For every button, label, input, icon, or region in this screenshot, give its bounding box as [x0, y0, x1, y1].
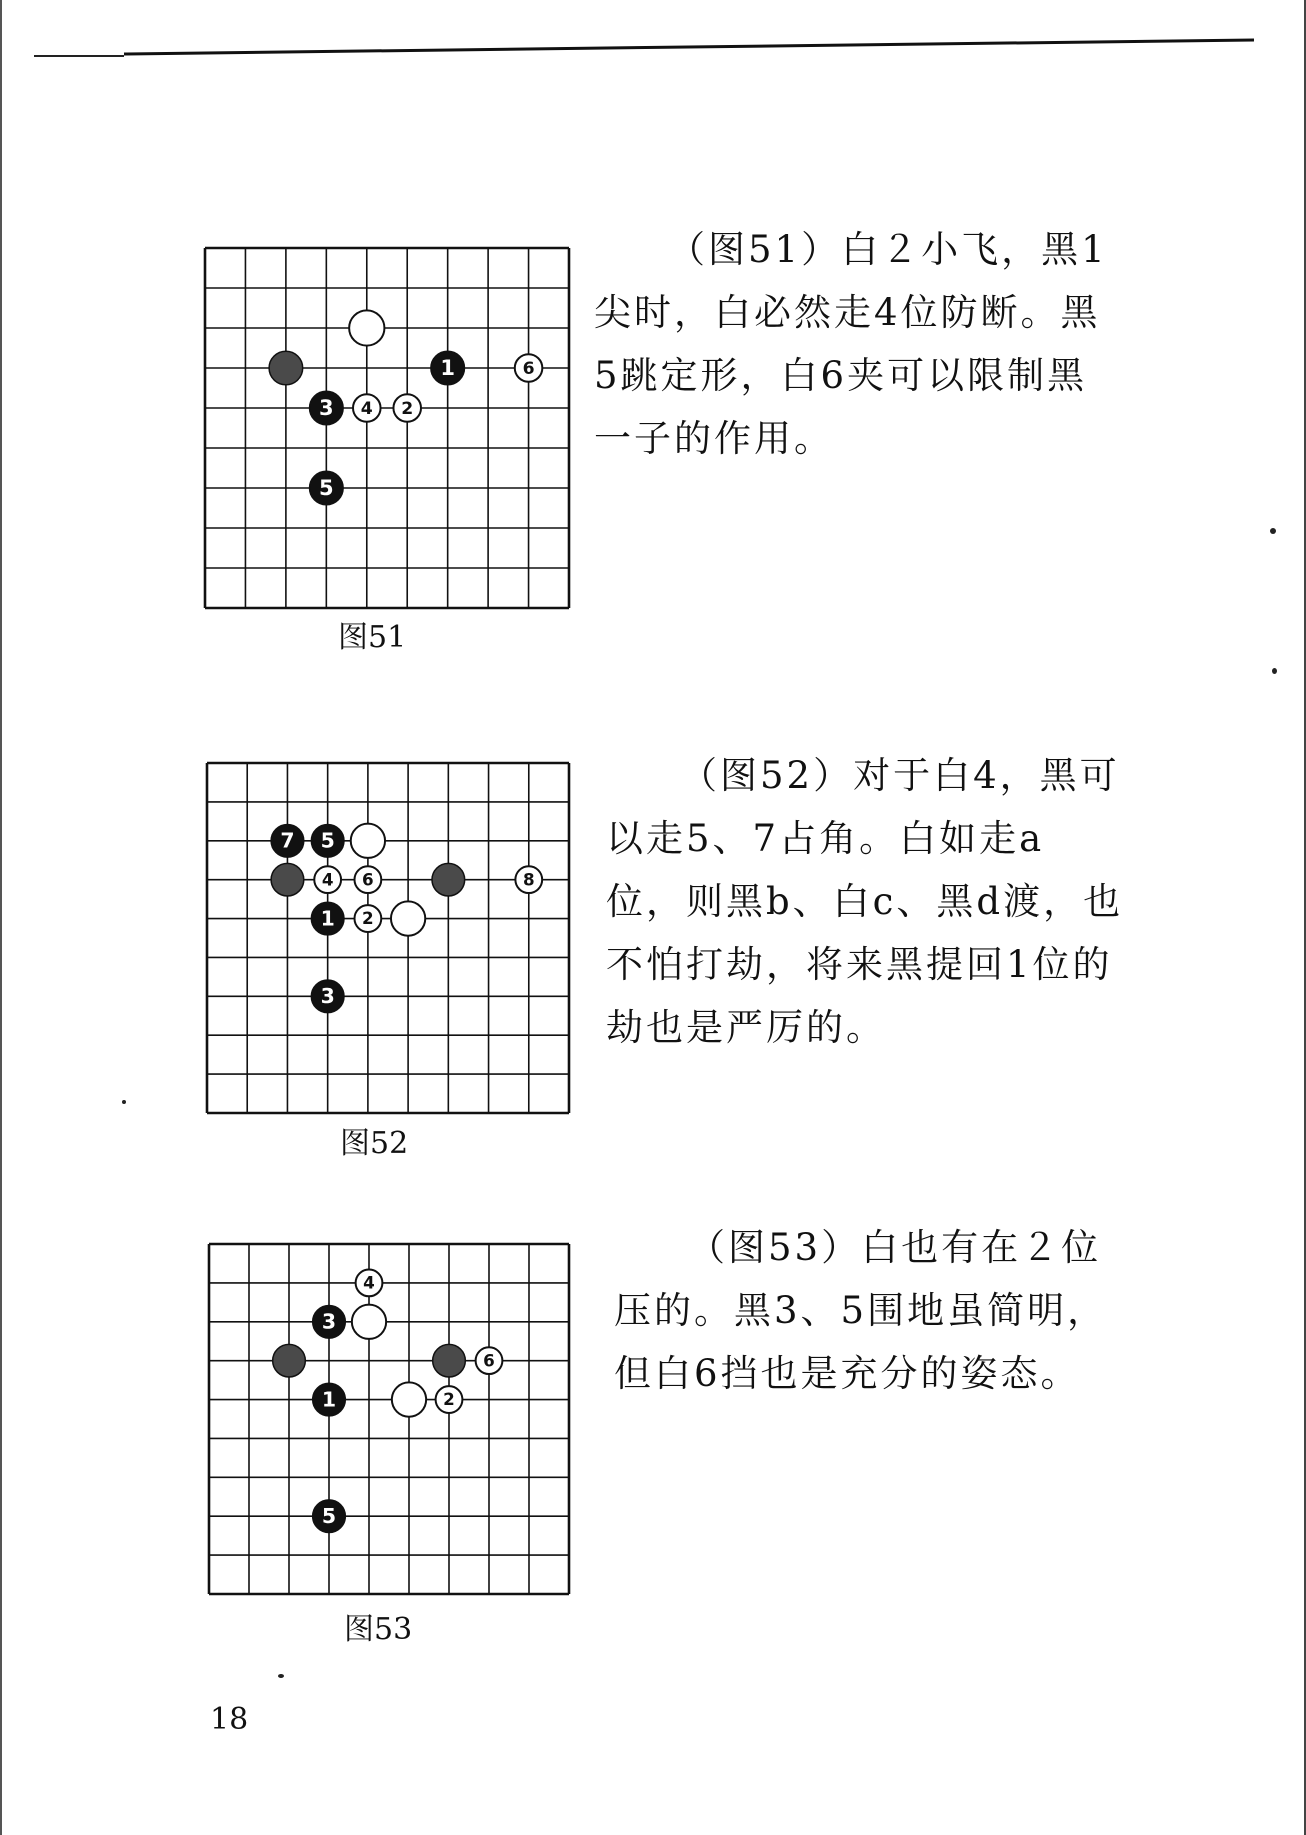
stone-move-number: 7 [280, 828, 295, 853]
stone-move-number: 2 [362, 908, 374, 929]
white-stone [515, 866, 542, 893]
black-stone [271, 863, 304, 896]
scan-speck [278, 1674, 284, 1678]
white-stone [351, 824, 385, 858]
stone-move-number: 6 [483, 1350, 495, 1371]
white-stone [353, 394, 381, 422]
stone-move-number: 5 [320, 828, 335, 853]
stone-move-number: 8 [522, 869, 535, 890]
black-stone [313, 1500, 346, 1533]
white-stone [352, 1305, 386, 1339]
black-stone [310, 471, 344, 505]
black-stone [433, 1344, 466, 1377]
black-stone [311, 824, 344, 857]
page-number: 18 [210, 1702, 249, 1737]
go-board-figure-52 [201, 757, 575, 1119]
scan-speck [1272, 668, 1277, 674]
figure-text-51: （图51）白２小飞，黑1尖时，白必然走4位防断。黑5跳定形，白6夹可以限制黑一子的作用。 [594, 228, 1108, 460]
stone-move-number: 3 [321, 1309, 337, 1334]
white-stone [393, 394, 421, 422]
white-stone [349, 310, 384, 345]
stone-move-number: 3 [319, 396, 334, 421]
stone-move-number: 6 [522, 358, 535, 379]
stone-move-number: 4 [321, 869, 334, 890]
go-board-figure-51 [199, 242, 575, 614]
stone-move-number: 2 [443, 1389, 455, 1410]
figure-caption-52: 图52 [340, 1126, 409, 1161]
stone-move-number: 5 [321, 1504, 337, 1529]
white-stone [354, 905, 381, 932]
stone-move-number: 1 [440, 356, 455, 381]
black-stone [271, 824, 304, 857]
black-stone [311, 902, 344, 935]
scan-speck [122, 1100, 126, 1104]
white-stone [354, 866, 381, 893]
stone-move-number: 1 [320, 906, 335, 931]
black-stone [273, 1344, 306, 1377]
white-stone [314, 866, 341, 893]
figure-text-52: （图52）对于白4，黑可以走5、7占角。白如走a位，则黑b、白c、黑d渡，也不怕打劫，将来黑提回1位的劫也是严厉的。 [606, 754, 1124, 1049]
white-stone [436, 1386, 463, 1413]
black-stone [269, 351, 303, 385]
black-stone [310, 391, 344, 425]
white-stone [515, 354, 543, 382]
figure-caption-53: 图53 [344, 1612, 413, 1647]
scan-border-left [0, 0, 2, 1835]
go-board-figure-53 [203, 1238, 575, 1600]
white-stone [476, 1347, 503, 1374]
black-stone [311, 980, 344, 1013]
stone-move-number: 6 [362, 869, 374, 890]
white-stone [356, 1269, 383, 1296]
stone-move-number: 3 [320, 984, 335, 1009]
black-stone [431, 351, 465, 385]
black-stone [313, 1305, 346, 1338]
black-stone [313, 1383, 346, 1416]
white-stone [392, 1382, 426, 1416]
header-rule [34, 34, 1254, 60]
white-stone [391, 901, 425, 935]
stone-move-number: 4 [363, 1272, 375, 1293]
stone-move-number: 5 [319, 476, 334, 501]
black-stone [432, 863, 465, 896]
stone-move-number: 2 [401, 398, 414, 419]
scan-speck [1270, 528, 1276, 534]
figure-text-53: （图53）白也有在２位压的。黑3、5围地虽简明，但白6挡也是充分的姿态。 [614, 1226, 1108, 1395]
stone-move-number: 1 [321, 1387, 337, 1412]
figure-caption-51: 图51 [338, 620, 407, 655]
stone-move-number: 4 [360, 398, 373, 419]
